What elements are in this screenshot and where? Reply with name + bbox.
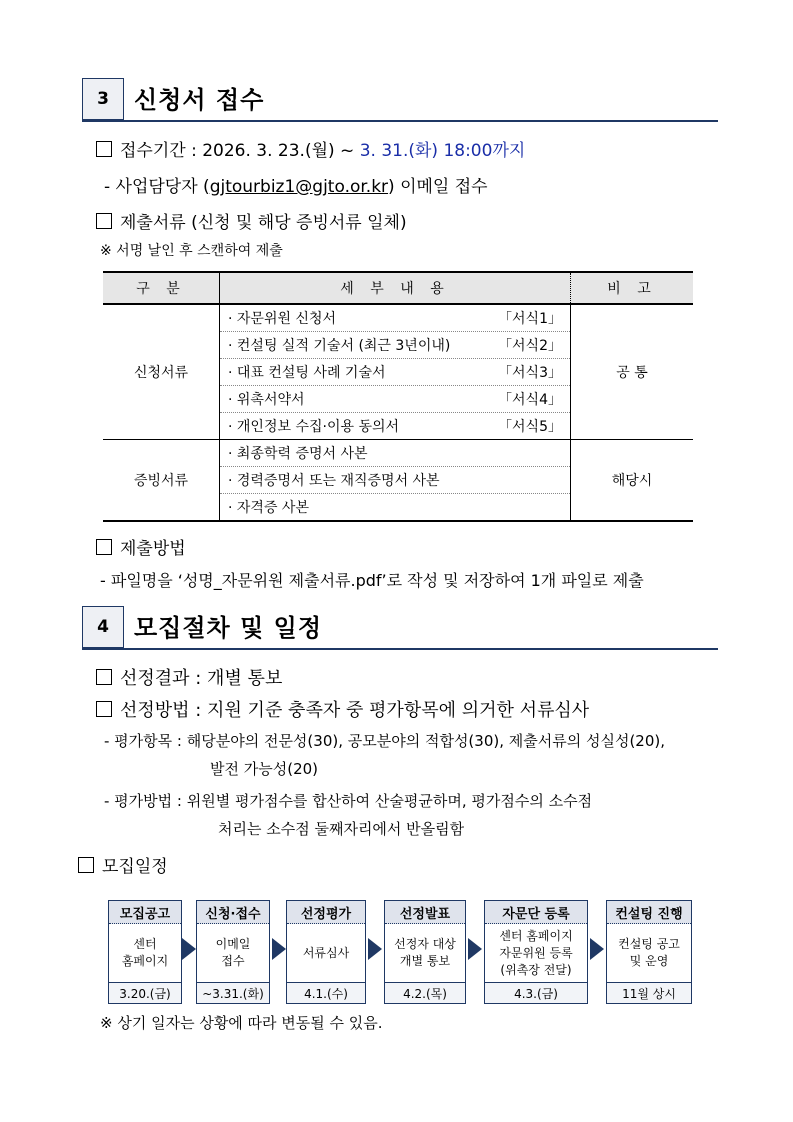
contact-line: - 사업담당자 (gjtourbiz1@gjto.or.kr) 이메일 접수 (104, 177, 488, 197)
selection-line: 선정방법 : 지원 기준 충족자 중 평가항목에 의거한 서류심사 (96, 696, 589, 722)
contact-email-link[interactable]: gjtourbiz1@gjto.or.kr (209, 177, 389, 197)
arrow-right-icon (368, 938, 382, 960)
table-row: 신청서류 · 자문위원 신청서 「서식1」 공 통 (103, 304, 693, 332)
docs-note: ※ 서명 날인 후 스캔하여 제출 (100, 243, 283, 259)
eval-items-2: 발전 가능성(20) (210, 760, 319, 778)
table-row: · 경력증명서 또는 재직증명서 사본 (103, 467, 693, 494)
header-category: 구 분 (103, 272, 220, 304)
table-row: · 위촉서약서 「서식4」 (103, 386, 693, 413)
schedule-label: 모집일정 (78, 852, 168, 877)
checkbox-icon (96, 669, 112, 685)
group-note: 공 통 (571, 304, 694, 440)
arrow-right-icon (468, 938, 482, 960)
table-row: · 개인정보 수집·이용 동의서 「서식5」 (103, 413, 693, 440)
table-row: · 컨설팅 실적 기술서 (최근 3년이내) 「서식2」 (103, 332, 693, 359)
eval-method-1: - 평가방법 : 위원별 평가점수를 합산하여 산술평균하며, 평가점수의 소수점 (104, 792, 593, 810)
arrow-right-icon (590, 938, 604, 960)
section-number: 4 (82, 606, 124, 648)
table-row: · 대표 컨설팅 사례 기술서 「서식3」 (103, 359, 693, 386)
checkbox-icon (96, 141, 112, 157)
documents-table (103, 271, 693, 522)
method-line: 제출방법 (96, 534, 186, 559)
flow-step-2: 신청·접수 이메일 접수 ~3.31.(화) (196, 900, 270, 1004)
checkbox-icon (96, 701, 112, 717)
header-note: 비 고 (571, 272, 694, 304)
section-3-header (82, 78, 718, 122)
result-line: 선정결과 : 개별 통보 (96, 664, 282, 690)
flow-step-5: 자문단 등록 센터 홈페이지 자문위원 등록 (위촉장 전달) 4.3.(금) (484, 900, 588, 1004)
period-line: 접수기간 : 2026. 3. 23.(월) ~ 3. 31.(화) 18:00까지 (96, 136, 525, 161)
table-header-row (103, 272, 693, 304)
group-label: 증빙서류 (103, 440, 220, 522)
checkbox-icon (96, 539, 112, 555)
flow-step-6: 컨설팅 진행 컨설팅 공고 및 운영 11월 상시 (606, 900, 692, 1004)
method-text: - 파일명을 ‘성명_자문위원 제출서류.pdf’로 작성 및 저장하여 1개 파일로 제출 (100, 571, 644, 590)
section-title: 모집절차 및 일정 (134, 614, 322, 642)
group-note: 해당시 (571, 440, 694, 522)
footnote: ※ 상기 일자는 상황에 따라 변동될 수 있음. (100, 1014, 383, 1032)
flow-step-4: 선정발표 선정자 대상 개별 통보 4.2.(목) (384, 900, 466, 1004)
header-detail: 세 부 내 용 (220, 272, 571, 304)
eval-method-2: 처리는 소수점 둘째자리에서 반올림함 (218, 820, 465, 838)
docs-line: 제출서류 (신청 및 해당 증빙서류 일체) (96, 208, 407, 233)
section-title: 신청서 접수 (134, 86, 265, 114)
table-row: 증빙서류 · 최종학력 증명서 사본 해당시 (103, 440, 693, 467)
section-4-header (82, 606, 718, 650)
table-row: · 자격증 사본 (103, 494, 693, 522)
flow-step-3: 선정평가 서류심사 4.1.(수) (286, 900, 366, 1004)
arrow-right-icon (182, 938, 196, 960)
checkbox-icon (78, 857, 94, 873)
checkbox-icon (96, 213, 112, 229)
section-number: 3 (82, 78, 124, 120)
group-label: 신청서류 (103, 304, 220, 440)
period-end: 3. 31.(화) 18:00까지 (359, 141, 526, 161)
arrow-right-icon (272, 938, 286, 960)
eval-items-1: - 평가항목 : 해당분야의 전문성(30), 공모분야의 적합성(30), 제출서류의 성실성(20), (104, 732, 666, 750)
flow-step-1: 모집공고 센터 홈페이지 3.20.(금) (108, 900, 182, 1004)
